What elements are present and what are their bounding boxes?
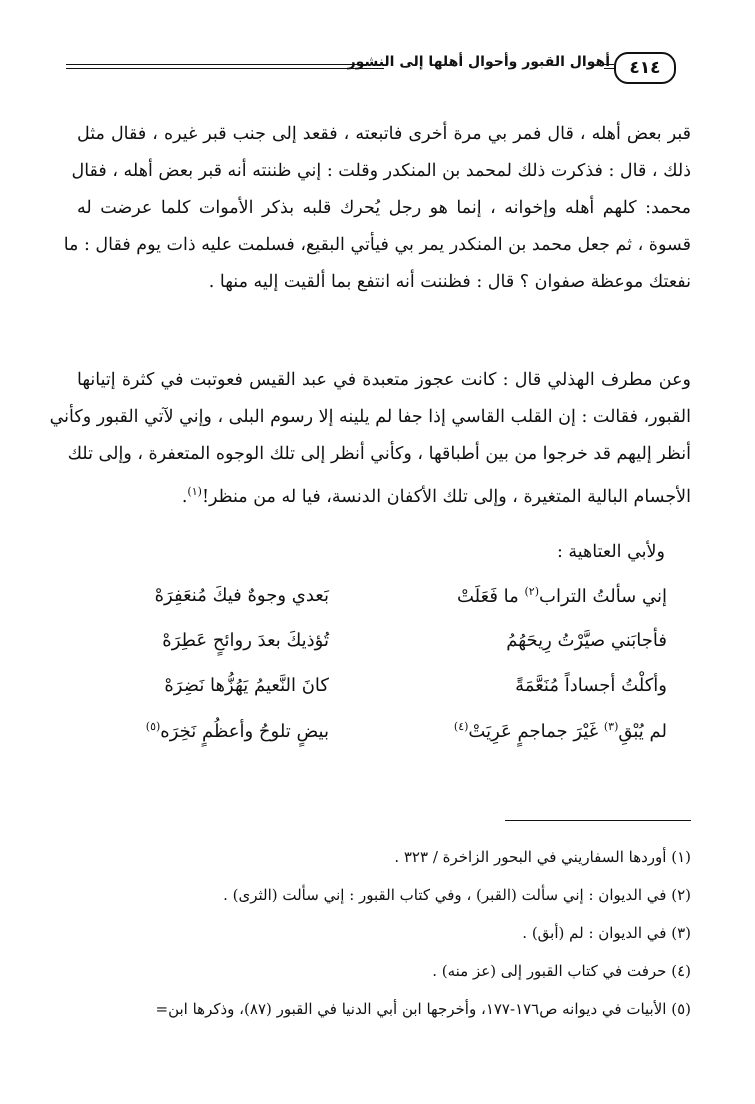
text-line: نفعتك موعظة صفوان ؟ قال : فظننت أنه انتفع بما ألقيت إليه منها . — [208, 272, 691, 292]
poem — [77, 585, 691, 765]
footnote-ref: (٥) — [145, 720, 161, 733]
text-line-body: الأجسام البالية المتغيرة ، وإلى تلك الأكفان الدنسة، فيا له من منظر! — [201, 486, 691, 507]
verse-text: لم يُبْقِ — [618, 721, 667, 742]
page-number: ٤١٤ — [614, 52, 676, 84]
text-line: ذلك ، قال : فذكرت ذلك لمحمد بن المنكدر وقلت : إني ظننته أنه قبر بعض أهله ، فقال — [71, 161, 691, 181]
footnote-separator — [505, 820, 691, 821]
footnote-ref: (٢) — [524, 585, 540, 598]
verse-hemistich-right — [457, 585, 667, 607]
verse-row — [77, 585, 691, 630]
paragraph-2 — [49, 362, 691, 516]
verse-row — [77, 630, 691, 675]
verse-hemistich-left: بَعدي وجوهٌ فيكَ مُنعَفِرَهْ — [154, 585, 329, 606]
verse-intro: ولأبي العتاهية : — [556, 542, 665, 562]
footnote: (١) أوردها السفاريني في البحور الزاخرة / ٣٢٣ . — [394, 848, 691, 866]
header-rule-long — [66, 64, 384, 69]
verse-text: غَيْرَ جماجمٍ عَرِيَتْ — [468, 721, 604, 742]
text-line: وعن مطرف الهذلي قال : كانت عجوز متعبدة في عبد القيس فعوتبت في كثرة إتيانها — [77, 370, 691, 390]
verse-hemistich-left: كانَ النَّعيمُ يَهُزُّها نَضِرَهْ — [164, 675, 329, 696]
paragraph-1 — [63, 116, 691, 301]
verse-hemistich-right: فأجابَني صيَّرْتُ رِيحَهُمُ — [506, 630, 667, 651]
footnote-ref: (٣) — [603, 720, 619, 733]
footnote-ref: (١) — [187, 485, 202, 498]
verse-row — [77, 720, 691, 765]
footnote: (٢) في الديوان : إني سألت (القبر) ، وفي كتاب القبور : إني سألت (الثرى) . — [223, 886, 691, 904]
footnote: (٥) الأبيات في ديوانه ص١٧٦-١٧٧، وأخرجها ابن أبي الدنيا في القبور (٨٧)، وذكرها ابن= — [155, 1000, 691, 1018]
verse-hemistich-right: وأكلْتُ أجساداً مُنَعَّمَةً — [515, 675, 667, 696]
footnote-ref: (٤) — [453, 720, 469, 733]
verse-hemistich-left: تُؤذيكَ بعدَ روائحٍ عَطِرَهْ — [162, 630, 329, 651]
running-title: أهوال القبور وأحوال أهلها إلى النشور — [347, 54, 610, 70]
verse-text: بيضٍ تلوحُ وأعظُمٍ نَخِرَه — [160, 721, 329, 742]
page-header — [66, 48, 676, 88]
footnotes — [71, 838, 691, 1028]
text-line: قسوة ، ثم جعل محمد بن المنكدر يمر بي فيأتي البقيع، فسلمت عليه ذات يوم فقال : ما — [63, 235, 691, 255]
verse-hemistich-right — [454, 720, 667, 742]
verse-text: إني سألتُ التراب — [539, 586, 667, 607]
text-line: الأجسام البالية المتغيرة ، وإلى تلك الأكفان الدنسة، فيا له من منظر!$^{(١)}$. — [181, 485, 691, 507]
text-line: القبور، فقالت : إن القلب القاسي إذا جفا لم يلينه إلا رسوم البلى ، وإني لآتي القبور وكأني — [49, 407, 691, 427]
footnote: (٤) حرفت في كتاب القبور إلى (عز منه) . — [432, 962, 691, 980]
footnote: (٣) في الديوان : لم (أبق) . — [522, 924, 691, 942]
verse-text: ما فَعَلَتْ — [457, 586, 525, 607]
text-line: محمد: كلهم أهله وإخوانه ، إنما هو رجل يُحرك قلبه بذكر الأموات كلما عرضت له — [77, 198, 691, 218]
verse-hemistich-left — [146, 720, 329, 742]
text-line: أنظر إليهم قد خرجوا من بين أطباقها ، وكأني أنظر إلى تلك الوجوه المتعفرة ، وإلى تلك — [67, 444, 691, 464]
verse-row — [77, 675, 691, 720]
text-line: قبر بعض أهله ، قال فمر بي مرة أخرى فاتبعته ، فقعد إلى جنب قبر غيره ، فقال مثل — [77, 124, 691, 144]
